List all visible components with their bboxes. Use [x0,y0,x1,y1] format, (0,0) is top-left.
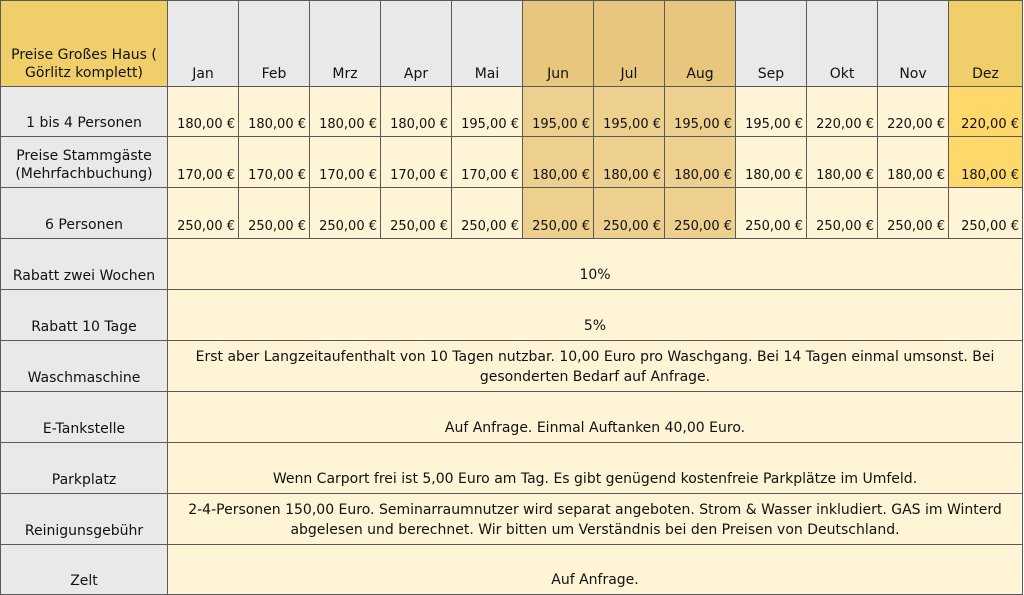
price-row [1,137,1023,188]
month-header: Jan [168,1,239,87]
info-row [1,290,1023,341]
month-header: Feb [239,1,310,87]
price-cell: 250,00 € [807,188,878,239]
price-cell: 220,00 € [878,87,949,137]
price-cell: 170,00 € [452,137,523,188]
price-cell: 180,00 € [168,87,239,137]
price-cell: 250,00 € [665,188,736,239]
price-cell: 250,00 € [452,188,523,239]
month-header: Jul [594,1,665,87]
row-label: Zelt [1,545,168,595]
info-text: 5% [168,290,1023,341]
month-header: Nov [878,1,949,87]
price-cell: 250,00 € [523,188,594,239]
price-row [1,87,1023,137]
row-label: Rabatt zwei Wochen [1,239,168,290]
price-cell: 180,00 € [310,87,381,137]
row-label: Reinigunsgebühr [1,494,168,545]
price-cell: 180,00 € [949,137,1023,188]
price-cell: 180,00 € [594,137,665,188]
month-header: Aug [665,1,736,87]
header-row [1,1,1023,87]
info-text: Erst aber Langzeitaufenthalt von 10 Tagen nutzbar. 10,00 Euro pro Waschgang. Bei 14 Tagen einmal umsonst. Bei gesonderten Bedarf auf Anfrage. [168,341,1023,392]
price-cell: 250,00 € [878,188,949,239]
price-cell: 180,00 € [878,137,949,188]
row-label: Parkplatz [1,443,168,494]
info-text: Auf Anfrage. [168,545,1023,595]
price-cell: 170,00 € [168,137,239,188]
month-header: Apr [381,1,452,87]
price-cell: 170,00 € [381,137,452,188]
info-text: Auf Anfrage. Einmal Auftanken 40,00 Euro. [168,392,1023,443]
price-cell: 180,00 € [239,87,310,137]
price-cell: 250,00 € [381,188,452,239]
price-cell: 250,00 € [168,188,239,239]
info-row [1,545,1023,595]
price-row [1,188,1023,239]
info-row [1,494,1023,545]
price-cell: 170,00 € [310,137,381,188]
info-text: Wenn Carport frei ist 5,00 Euro am Tag. Es gibt genügend kostenfreie Parkplätze im Umfeld. [168,443,1023,494]
price-cell: 180,00 € [381,87,452,137]
info-row [1,239,1023,290]
month-header: Jun [523,1,594,87]
price-cell: 250,00 € [310,188,381,239]
info-text: 2-4-Personen 150,00 Euro. Seminarraumnutzer wird separat angeboten. Strom & Wasser inkludiert. GAS im Winterd abgelesen und berechnet. Wir bitten um Verständnis bei den Preisen von Deutschland. [168,494,1023,545]
price-cell: 220,00 € [949,87,1023,137]
info-row [1,341,1023,392]
row-label: 1 bis 4 Personen [1,87,168,137]
row-label: E-Tankstelle [1,392,168,443]
month-header: Mai [452,1,523,87]
price-cell: 250,00 € [736,188,807,239]
price-cell: 220,00 € [807,87,878,137]
price-cell: 170,00 € [239,137,310,188]
price-cell: 250,00 € [594,188,665,239]
price-cell: 180,00 € [523,137,594,188]
month-header: Sep [736,1,807,87]
price-cell: 195,00 € [523,87,594,137]
row-label: Waschmaschine [1,341,168,392]
price-cell: 250,00 € [239,188,310,239]
price-cell: 180,00 € [807,137,878,188]
row-label: Preise Stammgäste (Mehrfachbuchung) [1,137,168,188]
row-label: 6 Personen [1,188,168,239]
table-title: Preise Großes Haus ( Görlitz komplett) [1,1,168,87]
month-header: Mrz [310,1,381,87]
price-cell: 180,00 € [736,137,807,188]
row-label: Rabatt 10 Tage [1,290,168,341]
info-text: 10% [168,239,1023,290]
month-header: Dez [949,1,1023,87]
month-header: Okt [807,1,878,87]
price-cell: 195,00 € [736,87,807,137]
price-cell: 180,00 € [665,137,736,188]
price-cell: 250,00 € [949,188,1023,239]
info-row [1,443,1023,494]
info-row [1,392,1023,443]
price-cell: 195,00 € [452,87,523,137]
price-cell: 195,00 € [665,87,736,137]
price-cell: 195,00 € [594,87,665,137]
